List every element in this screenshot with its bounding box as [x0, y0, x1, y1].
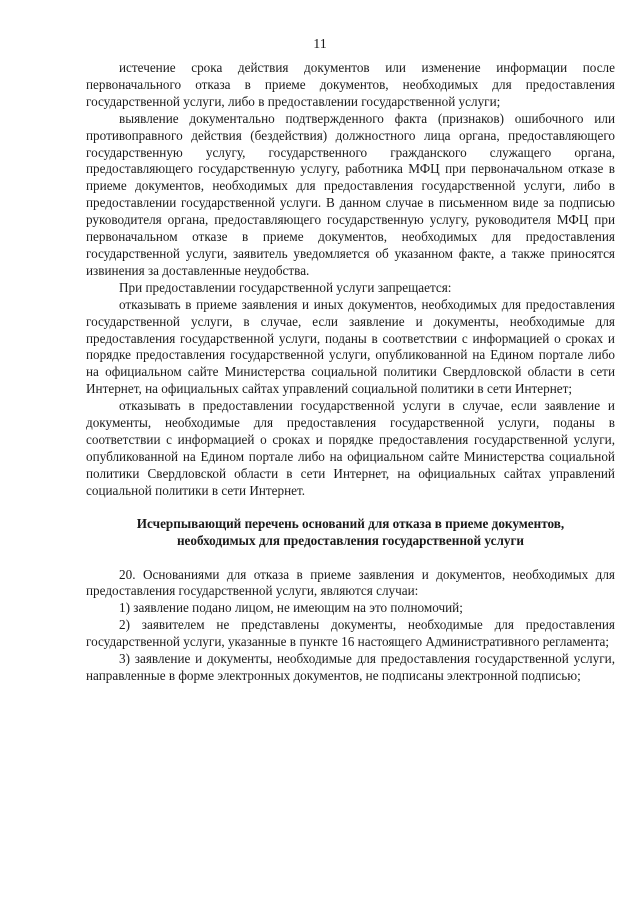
paragraph: отказывать в предоставлении государственной услуги в случае, если заявление и документы, необходимые для предоставления государственной услуги, поданы в соответствии с информацией о сроках и порядке предоставления государственной услуги, опубликованной на Едином портале либо на официальном сайте Министерства социальной политики Свердловской области в сети Интернет, на официальных сайтах управлений социальной политики в сети Интернет.: [86, 398, 615, 498]
paragraph: выявление документально подтвержденного факта (признаков) ошибочного или противоправного действия (бездействия) должностного лица органа, предоставляющего государственную услугу, государственного гражданского служащего органа, предоставляющего государственную услугу, работника МФЦ при первоначальном отказе в приеме документов, необходимых для предоставления государственной услуги, либо в предоставлении государственной услуги. В данном случае в письменном виде за подписью руководителя органа, предоставляющего государственную услугу, руководителя МФЦ при первоначальном отказе в приеме документов, необходимых для предоставления государственной услуги, заявитель уведомляется об указанном факте, а также приносятся извинения за доставленные неудобства.: [86, 110, 615, 278]
paragraph: истечение срока действия документов или изменение информации после первоначального отказа в приеме документов, необходимых для предоставления государственной услуги, либо в предоставлении государственной услуги;: [86, 60, 615, 109]
list-item: 3) заявление и документы, необходимые для предоставления государственной услуги, направленные в форме электронных документов, не подписаны электронной подписью;: [86, 651, 615, 683]
document-body: [86, 60, 615, 685]
section-heading-line: Исчерпывающий перечень оснований для отказа в приеме документов,: [136, 515, 565, 531]
section-heading: [86, 515, 615, 549]
list-item: 1) заявление подано лицом, не имеющим на это полномочий;: [119, 600, 463, 616]
page-number: 11: [313, 37, 327, 52]
list-item: 2) заявителем не представлены документы, необходимые для предоставления государственной услуги, указанные в пункте 16 настоящего Административного регламента;: [86, 617, 615, 650]
paragraph: отказывать в приеме заявления и иных документов, необходимых для предоставления государственной услуги, в случае, если заявление и документы, необходимые для предоставления государственной услуги, поданы в соответствии с информацией о сроках и порядке предоставления государственной услуги, опубликованной на Едином портале либо на официальном сайте Министерства социальной политики Свердловской области в сети Интернет, на официальных сайтах управлений социальной политики в сети Интернет;: [86, 296, 615, 397]
paragraph: 20. Основаниями для отказа в приеме заявления и документов, необходимых для предоставления государственной услуги, являются случаи:: [86, 566, 615, 599]
paragraph: При предоставлении государственной услуги запрещается:: [119, 279, 452, 295]
section-heading-line: необходимых для предоставления государственной услуги: [176, 532, 525, 548]
